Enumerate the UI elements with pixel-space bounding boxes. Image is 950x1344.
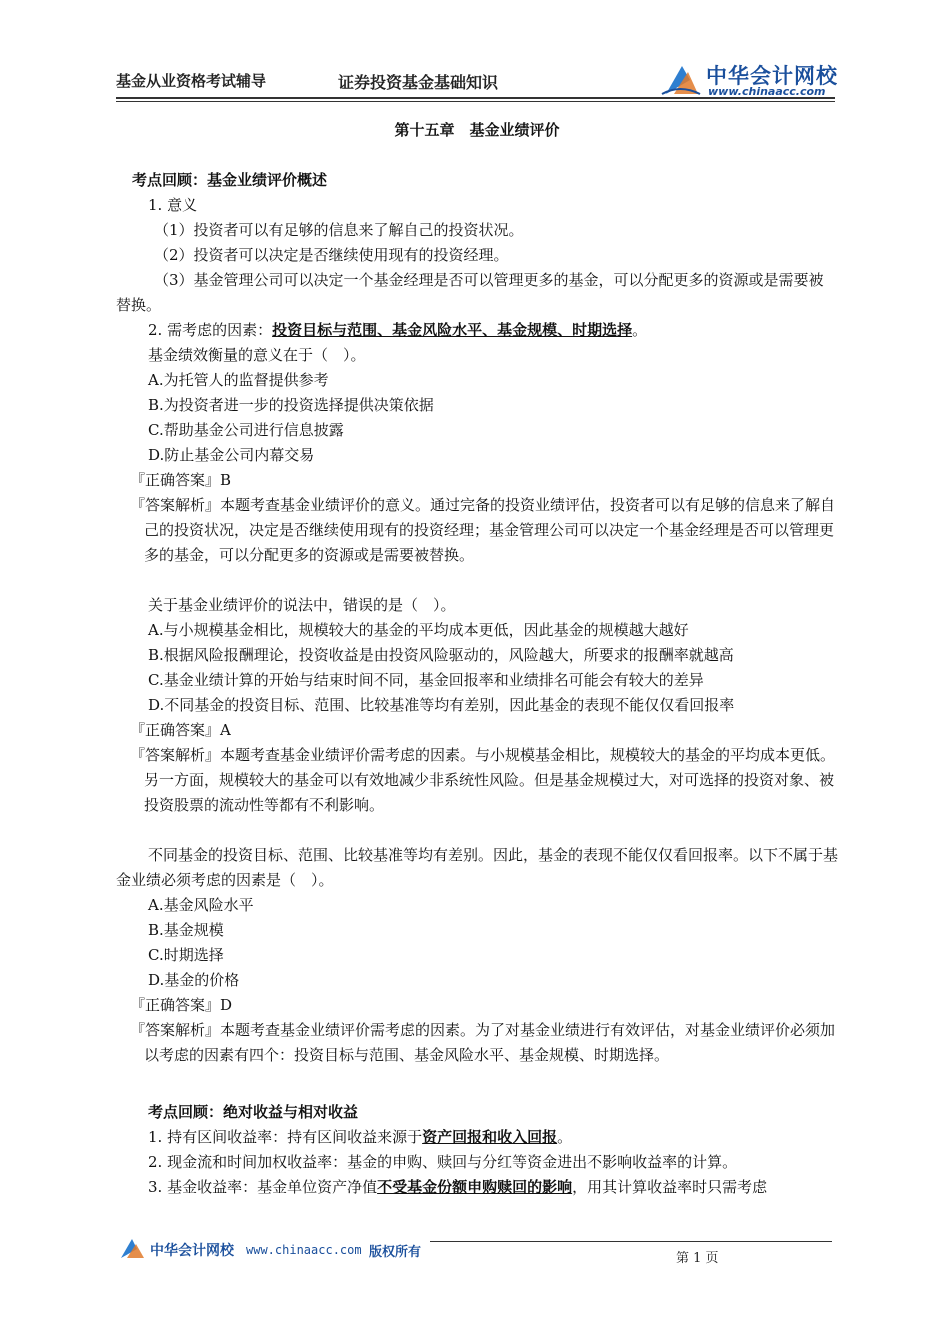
document-body [116, 116, 838, 1200]
q2-option-c: C.基金业绩计算的开始与结束时间不同，基金回报率和业绩排名可能会有较大的差异 [148, 671, 704, 689]
q3-option-a: A.基金风险水平 [148, 896, 254, 914]
s2-p1-pre: 1. 持有区间收益率：持有区间收益来源于 [148, 1128, 423, 1146]
q1-answer: 『正确答案』B [130, 471, 232, 489]
s2-p3-pre: 3. 基金收益率：基金单位资产净值 [148, 1178, 378, 1196]
s2-p3-post: ，用其计算收益率时只需考虑 [572, 1178, 768, 1196]
s1-p3: （2）投资者可以决定是否继续使用现有的投资经理。 [154, 246, 509, 264]
footer-logo-icon [118, 1236, 146, 1260]
chinaacc-logo-icon [660, 60, 702, 98]
footer-rule [430, 1241, 832, 1242]
q2-analysis: 『答案解析』本题考查基金业绩评价需考虑的因素。与小规模基金相比，规模较大的基金的平均成本更低。另一方面，规模较大的基金可以有效地减少非系统性风险。但是基金规模过大，对可选择的投资对象、被投资股票的流动性等都有不利影响。 [130, 746, 836, 814]
s2-p1-post: 。 [557, 1128, 573, 1146]
q2-option-b: B.根据风险报酬理论，投资收益是由投资风险驱动的，风险越大，所要求的报酬率就越高 [148, 646, 734, 664]
q3-stem: 不同基金的投资目标、范围、比较基准等均有差别。因此，基金的表现不能仅仅看回报率。以下不属于基金业绩必须考虑的因素是（ ）。 [116, 846, 839, 889]
q3-answer: 『正确答案』D [130, 996, 233, 1014]
section1-heading: 考点回顾：基金业绩评价概述 [132, 171, 328, 189]
q3-option-d: D.基金的价格 [148, 971, 240, 989]
s1-p1: 1. 意义 [148, 196, 198, 214]
q3-option-c: C.时期选择 [148, 946, 224, 964]
q2-answer: 『正确答案』A [130, 721, 231, 739]
q1-option-c: C.帮助基金公司进行信息披露 [148, 421, 344, 439]
s1-p2: （1）投资者可以有足够的信息来了解自己的投资状况。 [154, 221, 524, 239]
q3-analysis: 『答案解析』本题考查基金业绩评价需考虑的因素。为了对基金业绩进行有效评估，对基金业绩评价必须加以考虑的因素有四个：投资目标与范围、基金风险水平、基金规模、时期选择。 [130, 1021, 836, 1064]
q2-option-a: A.与小规模基金相比，规模较大的基金的平均成本更低，因此基金的规模越大越好 [148, 621, 689, 639]
s1-p5-pre: 2. 需考虑的因素： [148, 321, 273, 339]
s2-p1 [116, 1125, 838, 1150]
q1-stem: 基金绩效衡量的意义在于（ ）。 [148, 346, 366, 364]
q2-stem: 关于基金业绩评价的说法中，错误的是（ ）。 [148, 596, 456, 614]
header-center-title: 证券投资基金基础知识 [338, 73, 499, 92]
s1-p5-post: 。 [632, 321, 648, 339]
header-rule [116, 97, 835, 99]
header-rule-thin [116, 101, 835, 102]
q2-option-d: D.不同基金的投资目标、范围、比较基准等均有差别，因此基金的表现不能仅仅看回报率 [148, 696, 735, 714]
s2-p1-emph: 资产回报和收入回报 [422, 1128, 558, 1146]
logo-url: www.chinaacc.com [708, 85, 826, 98]
footer-logo-name: 中华会计网校 [150, 1243, 234, 1259]
s1-p5-emph: 投资目标与范围、基金风险水平、基金规模、时期选择 [272, 321, 633, 339]
logo-name: 中华会计网校 [706, 64, 838, 88]
q3-option-b: B.基金规模 [148, 921, 224, 939]
page-number: 第 1 页 [676, 1251, 719, 1266]
s2-p2: 2. 现金流和时间加权收益率：基金的申购、赎回与分红等资金进出不影响收益率的计算。 [148, 1153, 738, 1171]
chapter-title: 第十五章 基金业绩评价 [394, 121, 560, 139]
section2-heading: 考点回顾：绝对收益与相对收益 [148, 1103, 359, 1121]
q1-analysis: 『答案解析』本题考查基金业绩评价的意义。通过完备的投资业绩评估，投资者可以有足够的信息来了解自己的投资状况，决定是否继续使用现有的投资经理；基金管理公司可以决定一个基金经理是否可以管理更多的基金，可以分配更多的资源或是需要被替换。 [130, 496, 836, 564]
s1-p4: （3）基金管理公司可以决定一个基金经理是否可以管理更多的基金，可以分配更多的资源或是需要被替换。 [116, 271, 824, 314]
q1-option-d: D.防止基金公司内幕交易 [148, 446, 315, 464]
footer-url[interactable]: www.chinaacc.com [246, 1243, 362, 1257]
q1-option-b: B.为投资者进一步的投资选择提供决策依据 [148, 396, 434, 414]
footer-copyright: 版权所有 [369, 1245, 422, 1260]
s1-p5 [116, 318, 838, 343]
q1-option-a: A.为托管人的监督提供参考 [148, 371, 329, 389]
header-left-title: 基金从业资格考试辅导 [116, 72, 267, 90]
s2-p3 [116, 1175, 838, 1200]
s2-p3-emph: 不受基金份额申购赎回的影响 [377, 1178, 573, 1196]
